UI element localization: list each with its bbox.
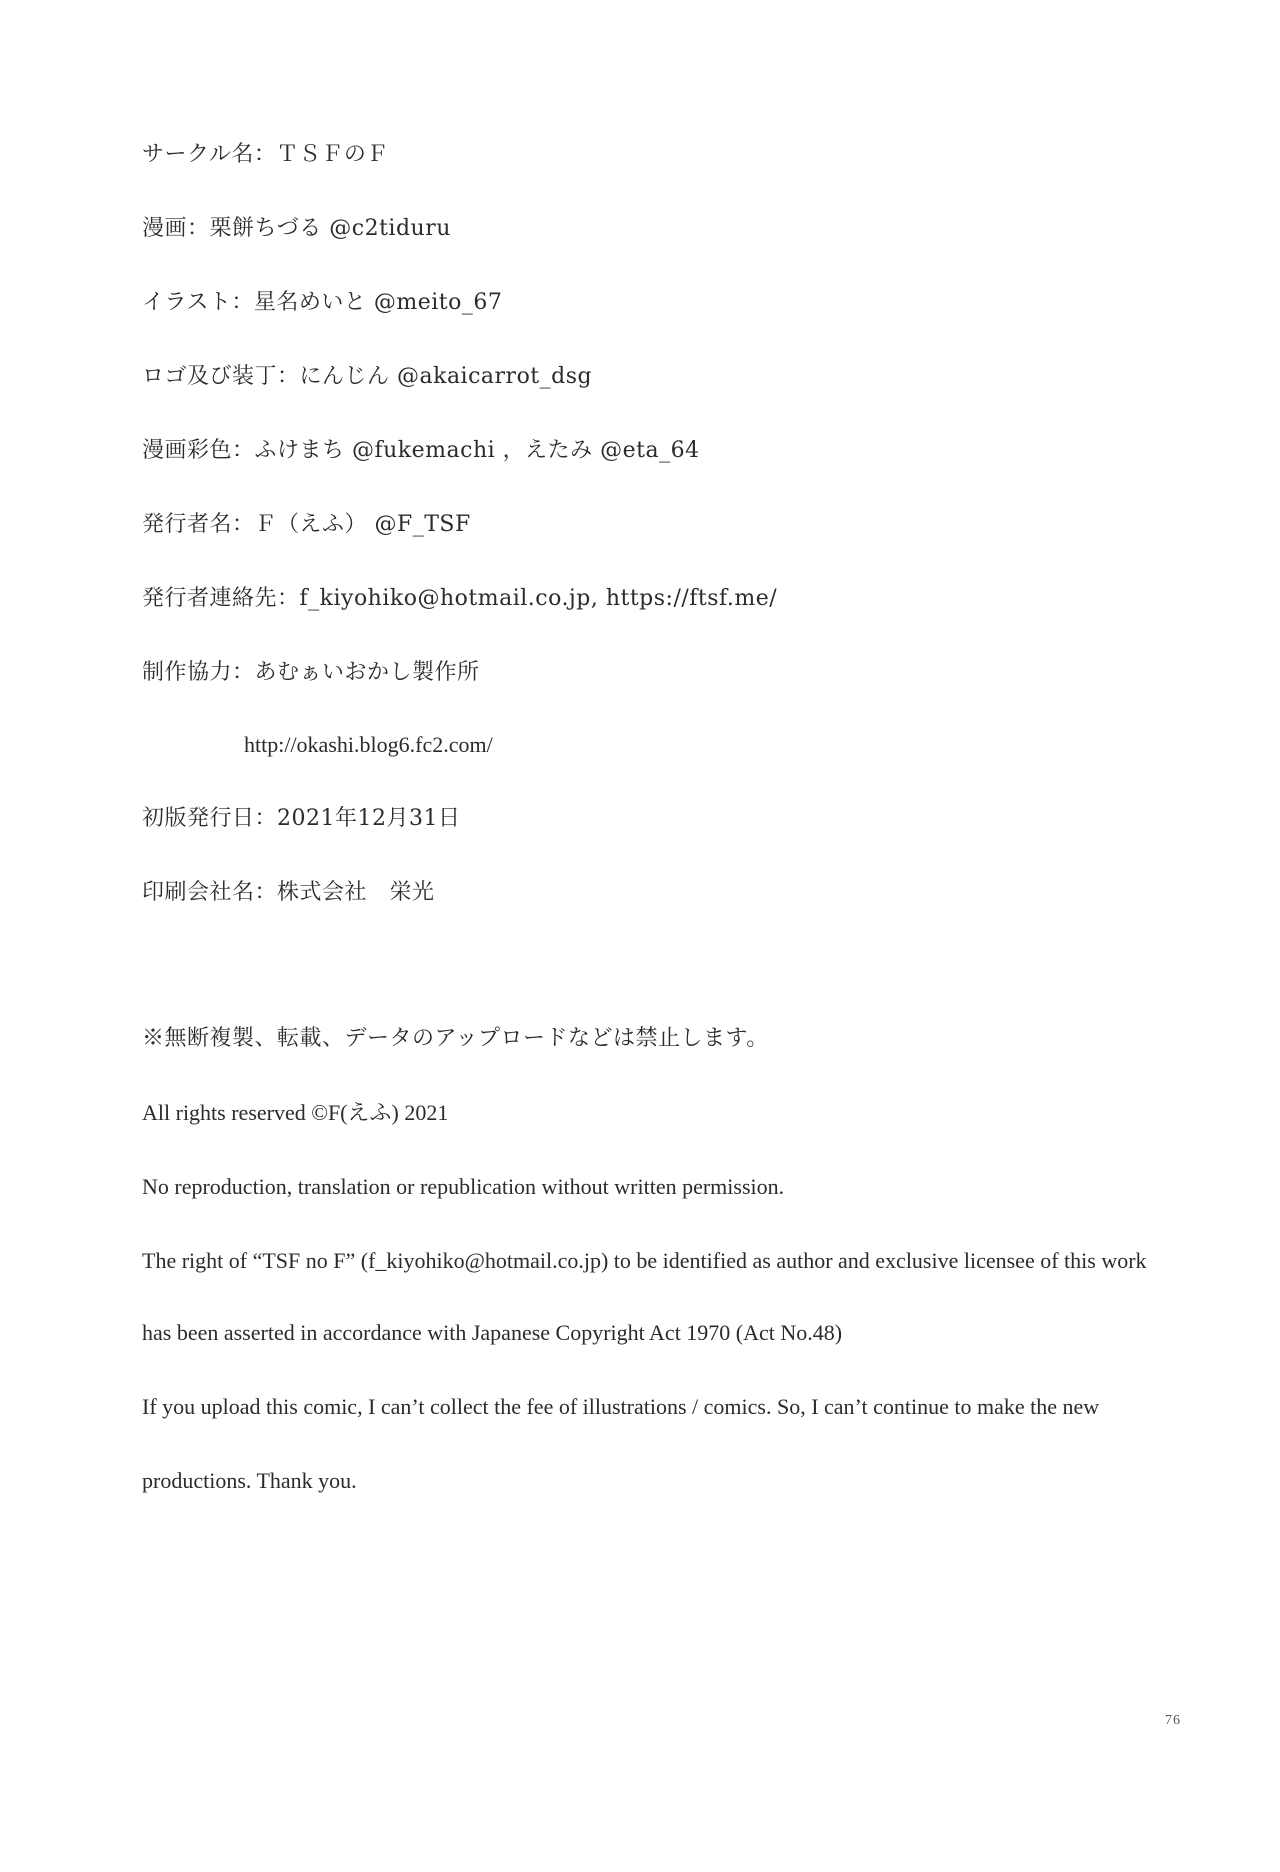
coloring-credit: 漫画彩色：ふけまち @fukemachi ，えたみ @eta_64 (142, 438, 700, 463)
jp-copyright-notice: ※無断複製、転載、データのアップロードなどは禁止します。 (142, 1026, 769, 1051)
printer-name: 印刷会社名：株式会社 栄光 (142, 880, 435, 905)
cooperation-url: http://okashi.blog6.fc2.com/ (244, 732, 493, 757)
logo-design-credit: ロゴ及び装丁：にんじん @akaicarrot_dsg (142, 364, 593, 389)
author-rights-line-1: The right of “TSF no F” (f_kiyohiko@hotmail.co.jp) to be identified as author and exclusive licensee of this work (142, 1248, 1147, 1273)
circle-name: サークル名：ＴＳＦのＦ (142, 142, 389, 167)
rights-reserved: All rights reserved ©F(えふ) 2021 (142, 1100, 449, 1125)
first-edition-date: 初版発行日：2021年12月31日 (142, 806, 461, 831)
publisher-name: 発行者名：Ｆ（えふ） @F_TSF (142, 512, 471, 537)
page-number: 76 (1165, 1713, 1181, 1728)
author-rights-line-2: has been asserted in accordance with Japanese Copyright Act 1970 (Act No.48) (142, 1320, 843, 1345)
production-cooperation: 制作協力：あむぁいおかし製作所 (142, 660, 480, 685)
no-reproduction-notice: No reproduction, translation or republication without written permission. (142, 1174, 785, 1199)
manga-credit: 漫画：栗餅ちづる @c2tiduru (142, 216, 451, 241)
upload-notice-line-1: If you upload this comic, I can’t collect the fee of illustrations / comics. So, I can’t continue to make the new (142, 1394, 1100, 1419)
publisher-contact: 発行者連絡先：f_kiyohiko@hotmail.co.jp, https://ftsf.me/ (142, 586, 778, 611)
illustration-credit: イラスト：星名めいと @meito_67 (142, 290, 503, 315)
upload-notice-line-2: productions. Thank you. (142, 1468, 357, 1493)
